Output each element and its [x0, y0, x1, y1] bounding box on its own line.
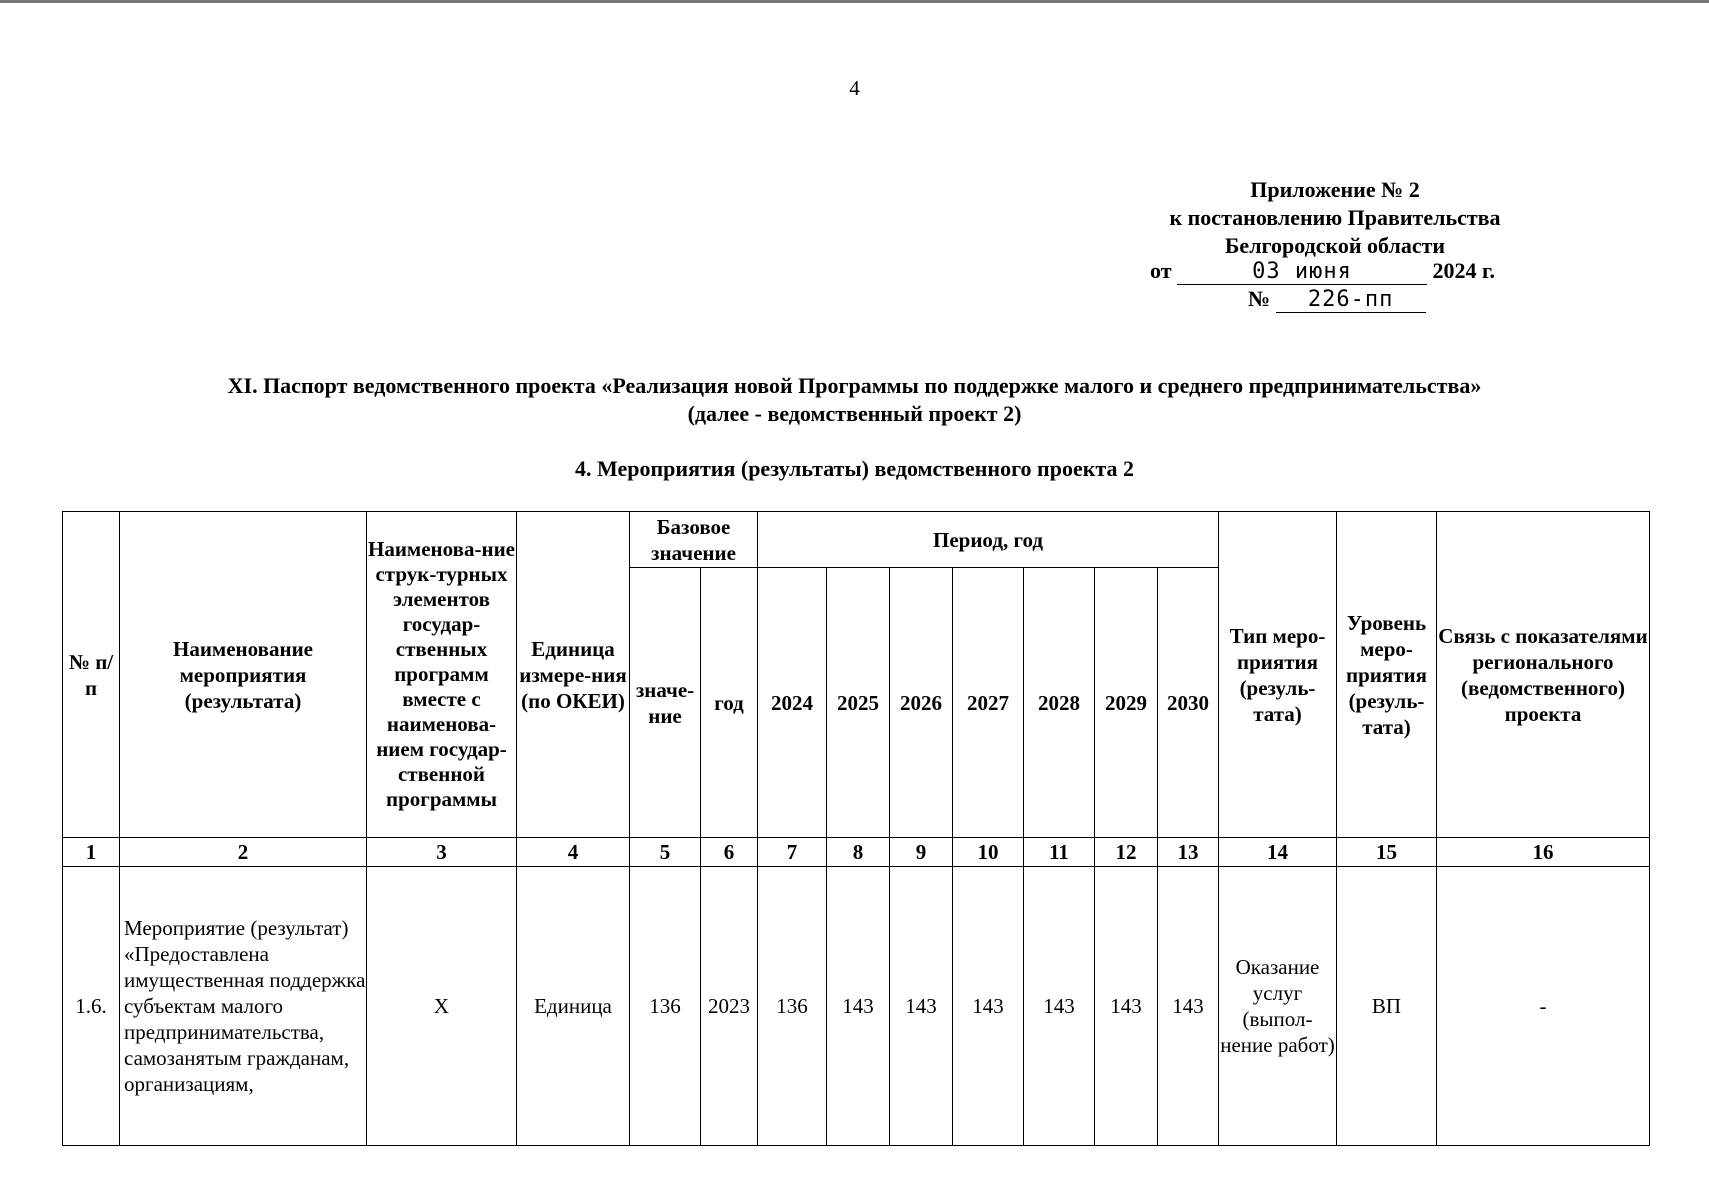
heading-line-2: (далее - ведомственный проект 2) — [687, 401, 1022, 426]
header-year-2024: 2024 — [758, 568, 827, 838]
column-number: 13 — [1158, 838, 1219, 867]
header-structural: Наименова-ние струк-турных элементов государ-ственных программ вместе с наименова-нием государ-ственной программы — [367, 512, 517, 838]
appendix-date-row — [1150, 258, 1550, 285]
column-number-row — [63, 838, 1650, 867]
row-structural: X — [367, 867, 517, 1146]
column-number: 15 — [1337, 838, 1437, 867]
header-year-2029: 2029 — [1095, 568, 1158, 838]
row-base-value: 136 — [630, 867, 701, 1146]
header-year-2030: 2030 — [1158, 568, 1219, 838]
column-number: 12 — [1095, 838, 1158, 867]
row-value-2029: 143 — [1095, 867, 1158, 1146]
header-base-value: значе-ние — [630, 568, 701, 838]
row-type: Оказание услуг (выпол-нение работ) — [1219, 867, 1337, 1146]
column-number: 4 — [517, 838, 630, 867]
header-level: Уровень меро-приятия (резуль-тата) — [1337, 512, 1437, 838]
appendix-subtitle: к постановлению Правительства — [1169, 205, 1501, 230]
header-year-2028: 2028 — [1024, 568, 1095, 838]
row-unit: Единица — [517, 867, 630, 1146]
header-year-2026: 2026 — [890, 568, 953, 838]
column-number: 11 — [1024, 838, 1095, 867]
header-year-2025: 2025 — [827, 568, 890, 838]
row-value-2030: 143 — [1158, 867, 1219, 1146]
column-number: 14 — [1219, 838, 1337, 867]
activities-table — [62, 511, 1650, 1146]
row-value-2028: 143 — [1024, 867, 1095, 1146]
header-year-2027: 2027 — [953, 568, 1024, 838]
column-number: 8 — [827, 838, 890, 867]
row-base-year: 2023 — [701, 867, 758, 1146]
row-num: 1.6. — [63, 867, 120, 1146]
number-value: 226-пп — [1276, 288, 1426, 313]
section-heading: 4. Мероприятия (результаты) ведомственного проекта 2 — [575, 456, 1134, 481]
table-row — [63, 867, 1650, 1146]
top-border-line — [0, 0, 1709, 3]
row-level: ВП — [1337, 867, 1437, 1146]
column-number: 5 — [630, 838, 701, 867]
column-number: 2 — [120, 838, 367, 867]
header-link: Связь с показателями регионального (ведомственного) проекта — [1437, 512, 1650, 838]
heading-line-1: XI. Паспорт ведомственного проекта «Реализация новой Программы по поддержке малого и среднего предпринимательства» — [227, 373, 1482, 398]
row-value-2025: 143 — [827, 867, 890, 1146]
header-type: Тип меро-приятия (резуль-тата) — [1219, 512, 1337, 838]
header-base: Базовое значение — [630, 512, 758, 568]
header-num: № п/п — [63, 512, 120, 838]
row-value-2024: 136 — [758, 867, 827, 1146]
column-number: 7 — [758, 838, 827, 867]
row-value-2026: 143 — [890, 867, 953, 1146]
column-number: 16 — [1437, 838, 1650, 867]
header-name: Наименование мероприятия (результата) — [120, 512, 367, 838]
page-number: 4 — [849, 76, 860, 100]
appendix-block — [1140, 176, 1530, 260]
date-suffix: 2024 г. — [1432, 258, 1496, 283]
appendix-region: Белгородской области — [1224, 233, 1446, 258]
number-prefix: № — [1248, 286, 1271, 311]
row-link: - — [1437, 867, 1650, 1146]
row-name: Мероприятие (результат) «Предоставлена имущественная поддержка субъектам малого предпринимательства, самозанятым гражданам, организациям, — [120, 867, 367, 1146]
column-number: 6 — [701, 838, 758, 867]
header-base-year: год — [701, 568, 758, 838]
column-number: 9 — [890, 838, 953, 867]
date-prefix: от — [1150, 258, 1172, 283]
row-value-2027: 143 — [953, 867, 1024, 1146]
header-unit: Единица измере-ния (по ОКЕИ) — [517, 512, 630, 838]
document-heading — [0, 372, 1709, 428]
appendix-number-row — [1248, 286, 1426, 313]
column-number: 1 — [63, 838, 120, 867]
column-number: 10 — [953, 838, 1024, 867]
column-number: 3 — [367, 838, 517, 867]
appendix-title: Приложение № 2 — [1250, 177, 1420, 202]
header-period: Период, год — [758, 512, 1219, 568]
date-value: 03 июня — [1177, 260, 1427, 285]
